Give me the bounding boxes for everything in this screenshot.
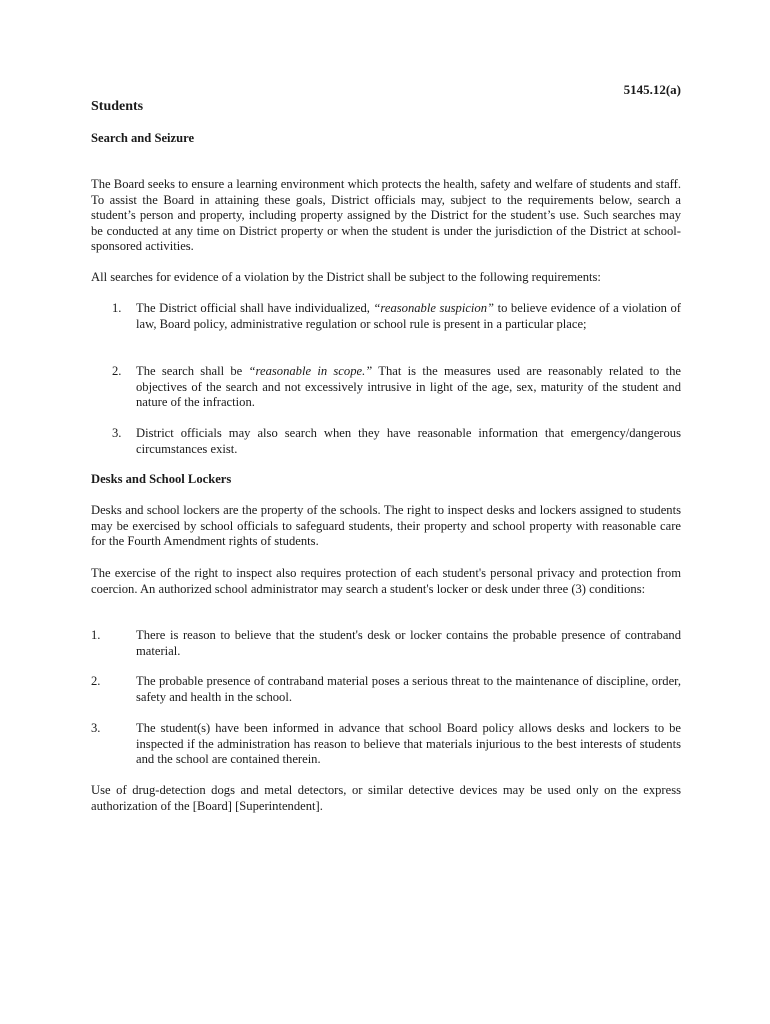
requirement-number: 1. (112, 301, 122, 315)
requirement-text-after: That is the measures used are reasonably related to the objectives of the search and not excessively intrusive in light of the age, sex, maturity of the student and nature of the infraction. (136, 364, 681, 410)
closing-paragraph (91, 783, 681, 814)
page-title: Students (91, 99, 144, 114)
requirement-text-before: The District official shall have individualized, (136, 301, 374, 315)
condition-number: 1. (91, 628, 101, 642)
condition-item (91, 628, 681, 659)
requirement-number: 3. (112, 426, 122, 440)
condition-number: 3. (91, 721, 101, 735)
condition-number: 2. (91, 674, 101, 688)
condition-text: The probable presence of contraband material poses a serious threat to the maintenance of discipline, order, safety and health in the school. (136, 674, 681, 704)
requirement-text (136, 301, 681, 332)
requirement-text-after: to believe evidence of a violation of law, Board policy, administrative regulation or school rule is present in a particular place; (136, 301, 681, 331)
requirement-item (112, 364, 681, 411)
section-subtitle: Search and Seizure (91, 131, 195, 145)
lockers-heading: Desks and School Lockers (91, 472, 232, 486)
condition-text: The student(s) have been informed in advance that school Board policy allows desks and lockers to be inspected if the administration has reason to believe that materials injurious to the best interests of students and the school are contained therein. (136, 721, 681, 767)
requirements-intro-text: All searches for evidence of a violation by the District shall be subject to the following requirements: (91, 270, 601, 284)
exercise-paragraph (91, 566, 681, 597)
condition-item (91, 721, 681, 768)
condition-item (91, 674, 681, 705)
intro-paragraph-text: The Board seeks to ensure a learning environment which protects the health, safety and welfare of students and staff. To assist the Board in attaining these goals, District officials may, subject to the requirements below, search a student’s person and property, including property assigned by the District for the student’s use. Such searches may be conducted at any time on District property or when the student is under the jurisdiction of the District at school-sponsored activities. (91, 177, 681, 254)
requirement-text-before: District officials may also search when they have reasonable information that emergency/dangerous circumstances exist. (136, 426, 681, 456)
lockers-paragraph (91, 503, 681, 550)
requirements-intro (91, 270, 681, 286)
condition-text: There is reason to believe that the student's desk or locker contains the probable presence of contraband material. (136, 628, 681, 658)
lockers-paragraph-text: Desks and school lockers are the property of the schools. The right to inspect desks and lockers assigned to students may be exercised by school officials to safeguard students, their property and school property with reasonable care for the Fourth Amendment rights of students. (91, 503, 681, 549)
requirement-number: 2. (112, 364, 122, 378)
requirement-emphasis: “reasonable in scope.” (248, 364, 373, 378)
exercise-paragraph-text: The exercise of the right to inspect also requires protection of each student's personal privacy and protection from coercion. An authorized school administrator may search a student's locker or desk under three (3) conditions: (91, 566, 681, 596)
requirement-text-before: The search shall be (136, 364, 249, 378)
requirement-item (112, 426, 681, 457)
requirement-text (136, 426, 681, 457)
requirement-emphasis: “reasonable suspicion” (373, 301, 495, 315)
requirement-text (136, 364, 681, 411)
requirement-item (112, 301, 681, 332)
intro-paragraph (91, 177, 681, 255)
closing-paragraph-text: Use of drug-detection dogs and metal detectors, or similar detective devices may be used only on the express authorization of the [Board] [Superintendent]. (91, 783, 681, 813)
policy-number: 5145.12(a) (623, 82, 681, 97)
